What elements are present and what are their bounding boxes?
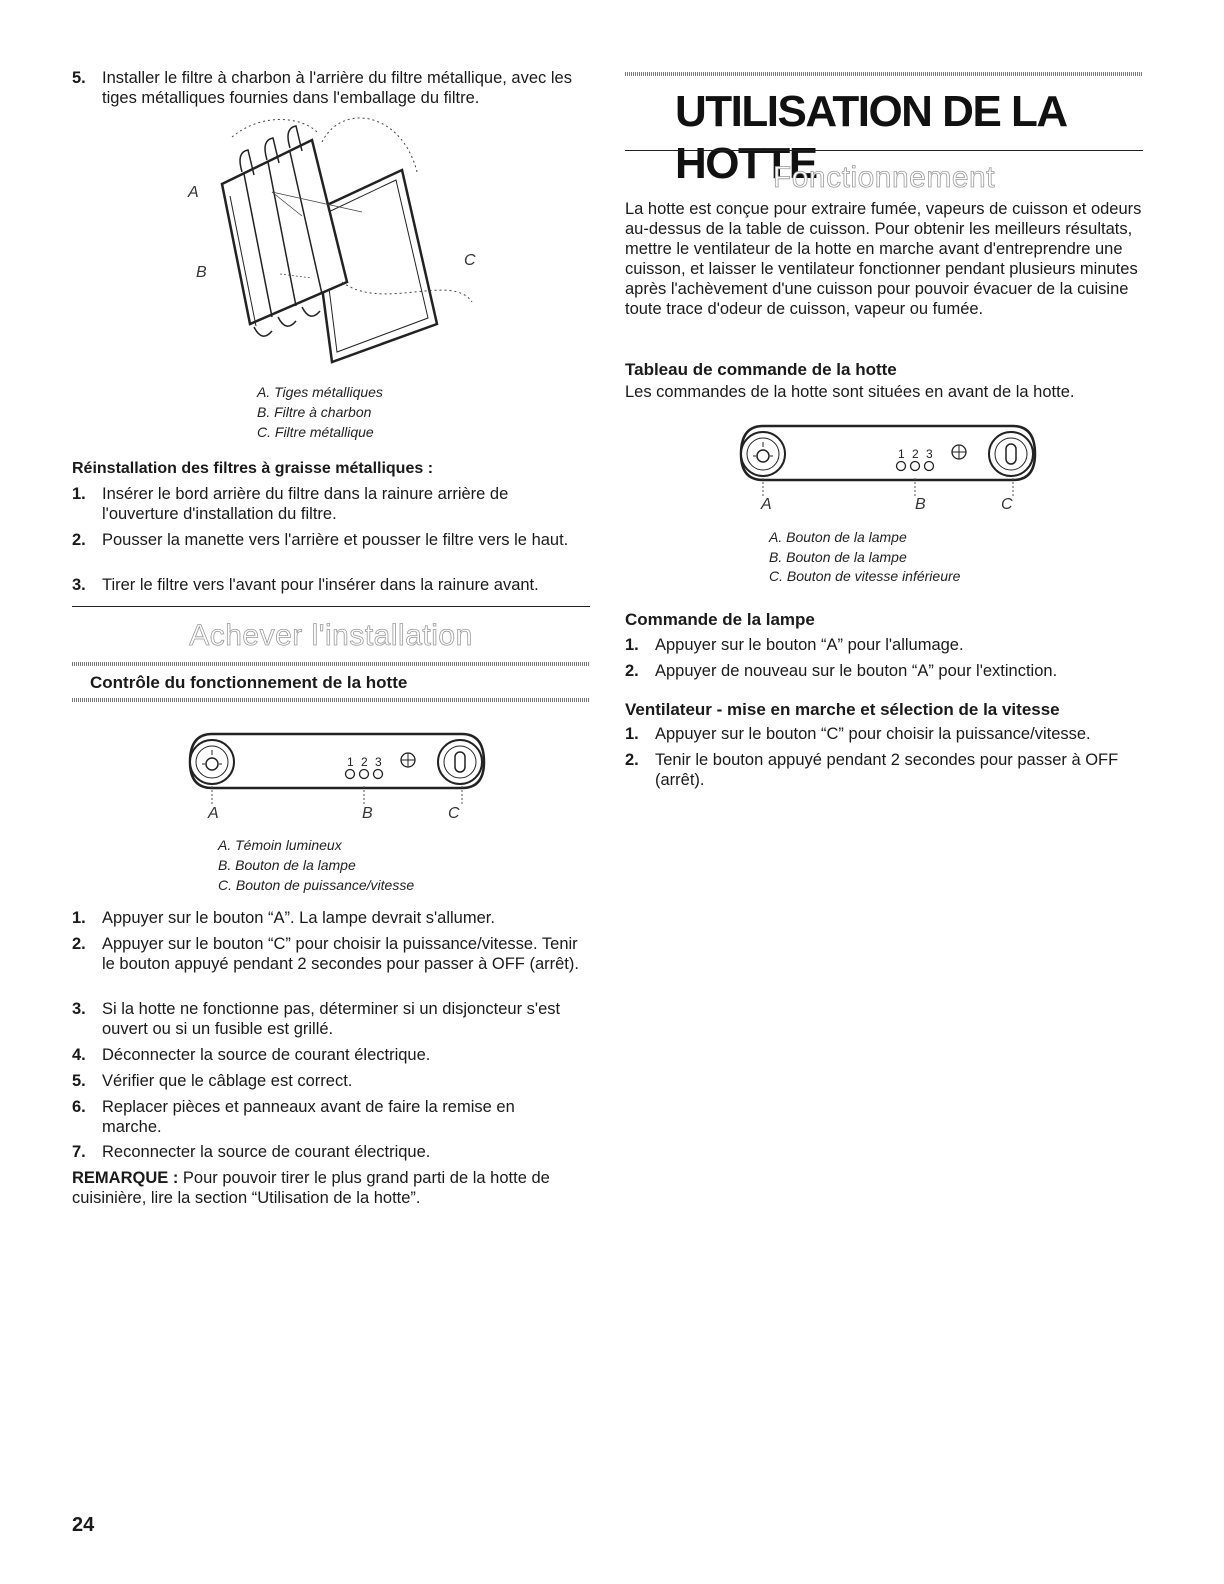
step-text: Appuyer sur le bouton “A”. La lampe devrait s'allumer. xyxy=(102,909,495,927)
step-number: 3. xyxy=(72,576,86,594)
panel-caption-a: A. Bouton de la lampe xyxy=(769,529,907,545)
step-number: 4. xyxy=(72,1046,86,1064)
filter-label-b: B xyxy=(196,264,207,281)
fan-heading: Ventilateur - mise en marche et sélection de la vitesse xyxy=(625,700,1060,719)
filter-caption-c: C. Filtre métallique xyxy=(257,424,374,440)
step-number: 5. xyxy=(72,69,86,87)
step-number: 5. xyxy=(72,1072,86,1090)
step-number: 2. xyxy=(72,531,86,549)
step-text: Tenir le bouton appuyé pendant 2 secondes pour passer à OFF (arrêt). xyxy=(655,751,1119,789)
page-title: UTILISATION DE LA HOTTE xyxy=(675,87,1066,188)
panel-heading: Tableau de commande de la hotte xyxy=(625,360,897,379)
panel-label-b: B xyxy=(362,805,373,822)
title-divider xyxy=(625,150,1143,151)
section-divider xyxy=(72,606,590,607)
step-text: Si la hotte ne fonctionne pas, déterminer si un disjoncteur s'est ouvert ou si un fusible est grillé. xyxy=(102,1000,561,1038)
section-title: Achever l'installation xyxy=(189,619,473,652)
step-number: 1. xyxy=(72,909,86,927)
panel-label-b: B xyxy=(915,496,926,513)
panel-caption-c: C. Bouton de vitesse inférieure xyxy=(769,568,961,584)
speed-2: 2 xyxy=(361,755,368,769)
step-number: 2. xyxy=(625,662,639,680)
dotted-divider xyxy=(625,72,1143,76)
panel-caption-b: B. Bouton de la lampe xyxy=(218,857,356,873)
step-text: Appuyer de nouveau sur le bouton “A” pour l'extinction. xyxy=(655,662,1058,680)
step-number: 1. xyxy=(72,485,86,503)
panel-caption-c: C. Bouton de puissance/vitesse xyxy=(218,877,415,893)
filter-label-a: A xyxy=(188,184,199,201)
step-text: Déconnecter la source de courant électrique. xyxy=(102,1046,431,1064)
step-text: Appuyer sur le bouton “C” pour choisir la puissance/vitesse. Tenir le bouton appuyé pendant 2 secondes pour passer à OFF (arrêt). xyxy=(102,935,579,973)
filter-illustration xyxy=(172,112,492,372)
filter-label-c: C xyxy=(464,252,476,269)
panel-label-c: C xyxy=(1001,496,1013,513)
step-number: 2. xyxy=(625,751,639,769)
panel-label-c: C xyxy=(448,805,460,822)
speed-3: 3 xyxy=(375,755,382,769)
dotted-divider xyxy=(72,698,590,702)
note-label: REMARQUE : xyxy=(72,1169,179,1187)
panel-text: Les commandes de la hotte sont situées en avant de la hotte. xyxy=(625,383,1075,401)
note-text: Pour pouvoir tirer le plus grand parti de la hotte de cuisinière, lire la section “Utilisation de la hotte”. xyxy=(72,1169,550,1207)
step-text: Tirer le filtre vers l'avant pour l'insérer dans la rainure avant. xyxy=(102,576,539,594)
step-text: Replacer pièces et panneaux avant de faire la remise en marche. xyxy=(102,1098,515,1136)
page-number: 24 xyxy=(72,1514,95,1536)
speed-1: 1 xyxy=(898,447,905,461)
step-number: 7. xyxy=(72,1143,86,1161)
speed-1: 1 xyxy=(347,755,354,769)
section-title: Fonctionnement xyxy=(772,161,996,194)
step-number: 1. xyxy=(625,725,639,743)
filter-caption-b: B. Filtre à charbon xyxy=(257,404,372,420)
step-text: Appuyer sur le bouton “C” pour choisir la puissance/vitesse. xyxy=(655,725,1091,743)
step-text: Vérifier que le câblage est correct. xyxy=(102,1072,353,1090)
lamp-heading: Commande de la lampe xyxy=(625,610,815,629)
panel-label-a: A xyxy=(208,805,219,822)
step-number: 3. xyxy=(72,1000,86,1018)
step-number: 1. xyxy=(625,636,639,654)
step-text: Insérer le bord arrière du filtre dans la rainure arrière de l'ouverture d'installation du filtre. xyxy=(102,485,509,523)
panel-caption-b: B. Bouton de la lampe xyxy=(769,549,907,565)
step-number: 6. xyxy=(72,1098,86,1116)
step-text: Appuyer sur le bouton “A” pour l'allumage. xyxy=(655,636,964,654)
filter-caption-a: A. Tiges métalliques xyxy=(257,384,383,400)
note-paragraph xyxy=(72,1168,590,1208)
step-text: Installer le filtre à charbon à l'arrière du filtre métallique, avec les tiges métalliques fournies dans l'emballage du filtre. xyxy=(102,69,572,107)
panel-label-a: A xyxy=(761,496,772,513)
dotted-divider xyxy=(72,662,590,666)
speed-2: 2 xyxy=(912,447,919,461)
step-text: Reconnecter la source de courant électrique. xyxy=(102,1143,431,1161)
reinstall-heading: Réinstallation des filtres à graisse métalliques : xyxy=(72,460,434,477)
panel-caption-a: A. Témoin lumineux xyxy=(218,837,342,853)
speed-3: 3 xyxy=(926,447,933,461)
step-text: Pousser la manette vers l'arrière et pousser le filtre vers le haut. xyxy=(102,531,569,549)
step-number: 2. xyxy=(72,935,86,953)
intro-paragraph: La hotte est conçue pour extraire fumée, vapeurs de cuisson et odeurs au-dessus de la table de cuisson. Pour obtenir les meilleurs résultats, mettre le ventilateur de la hotte en marche avant d'entreprendre une cuisson, et laisser le ventilateur fonctionner pendant plusieurs minutes après l'achèvement d'une cuisson pour pouvoir évacuer de la cuisine toute trace d'odeur de cuisson, vapeur ou fumée. xyxy=(625,200,1142,318)
check-heading: Contrôle du fonctionnement de la hotte xyxy=(90,673,408,692)
